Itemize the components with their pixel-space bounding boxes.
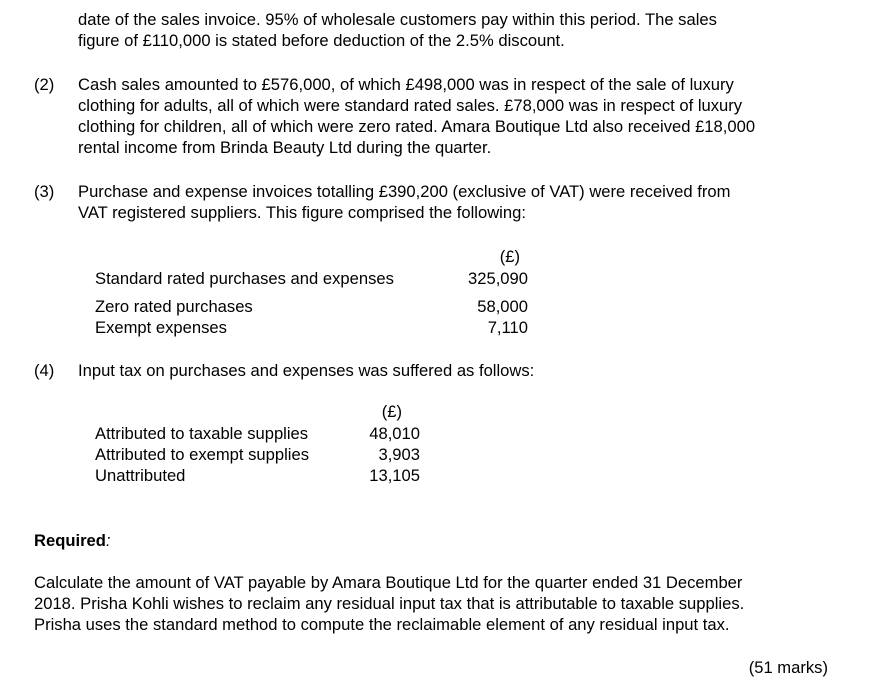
item-4-row-value: 48,010 — [369, 424, 420, 443]
intro-paragraph — [78, 9, 717, 51]
item-3-number: (3) — [34, 182, 55, 201]
item-3-row-label: Exempt expenses — [95, 318, 227, 337]
item-2-line-3: clothing for children, all of which were zero rated. Amara Boutique Ltd also received £18,000 — [78, 117, 756, 136]
item-4-text: Input tax on purchases and expenses was suffered as follows: — [78, 361, 535, 380]
item-3-row-label: Standard rated purchases and expenses — [95, 269, 394, 288]
item-3-line-2: VAT registered suppliers. This figure comprised the following: — [78, 203, 526, 222]
item-4-row-label: Unattributed — [95, 466, 186, 485]
item-3-paragraph — [78, 181, 730, 223]
required-heading-text: Required — [34, 531, 106, 550]
marks-label: (51 marks) — [748, 658, 828, 677]
item-2-line-1: Cash sales amounted to £576,000, of which £498,000 was in respect of the sale of luxury — [78, 75, 734, 94]
item-3-row-value: 7,110 — [487, 318, 528, 337]
required-heading-colon: : — [105, 531, 111, 550]
required-line-1: Calculate the amount of VAT payable by Amara Boutique Ltd for the quarter ended 31 December — [34, 573, 743, 592]
item-4-row-label: Attributed to taxable supplies — [95, 424, 309, 443]
intro-line-2: figure of £110,000 is stated before deduction of the 2.5% discount. — [78, 31, 565, 50]
item-4-row-label: Attributed to exempt supplies — [95, 445, 309, 464]
item-3-table-header: (£) — [499, 247, 520, 266]
item-2-paragraph — [78, 74, 755, 158]
item-2-line-2: clothing for adults, all of which were standard rated sales. £78,000 was in respect of luxury — [78, 96, 743, 115]
item-3-row-value: 58,000 — [477, 297, 528, 316]
item-4-row-value: 13,105 — [369, 466, 420, 485]
item-3-row-label: Zero rated purchases — [95, 297, 253, 316]
item-4-number: (4) — [34, 361, 55, 380]
item-2-line-4: rental income from Brinda Beauty Ltd during the quarter. — [78, 138, 492, 157]
item-4-row-value: 3,903 — [378, 445, 420, 464]
intro-line-1: date of the sales invoice. 95% of wholesale customers pay within this period. The sales — [78, 10, 717, 29]
item-3-line-1: Purchase and expense invoices totalling £390,200 (exclusive of VAT) were received from — [78, 182, 731, 201]
item-3-row-value: 325,090 — [468, 269, 528, 288]
item-4-table-header: (£) — [381, 402, 402, 421]
required-heading — [34, 530, 111, 551]
required-line-2: 2018. Prisha Kohli wishes to reclaim any residual input tax that is attributable to taxable supplies. — [34, 594, 745, 613]
required-line-3: Prisha uses the standard method to compute the reclaimable element of any residual input tax. — [34, 615, 730, 634]
item-2-number: (2) — [34, 75, 55, 94]
required-paragraph — [34, 572, 744, 635]
